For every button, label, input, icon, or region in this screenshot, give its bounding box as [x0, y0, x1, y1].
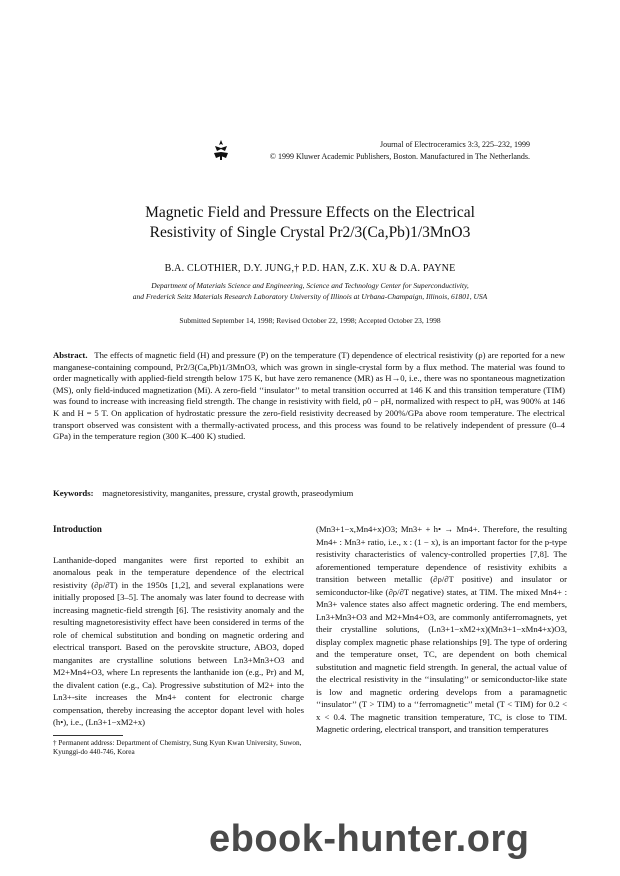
watermark: ebook-hunter.org — [205, 818, 533, 861]
abstract — [53, 350, 565, 443]
affiliation-line-2: and Frederick Seitz Materials Research Laboratory University of Illinois at Urbana-Champaign, Illinois, 61801, USA — [132, 292, 488, 301]
author-list: B.A. CLOTHIER, D.Y. JUNG,† P.D. HAN, Z.K. XU & D.A. PAYNE — [164, 263, 456, 274]
keywords-label: Keywords: — [53, 488, 94, 498]
abstract-text: The effects of magnetic field (H) and pressure (P) on the temperature (T) dependence of electrical resistivity (ρ) are reported for a new manganese-containing compound, Pr2/3(Ca,Pb)1/3MnO3, which was grown in single-crystal form by a flux method. The material was found to order magnetically with applied-field strength below 175 K, but have zero remanence (MR) as H→0, i.e., there was no spontaneous magnetization (MS), only field-induced magnetization (Mi). A zero-field ‘‘insulator’’ to metal transition occurred at 146 K and this transition temperature (TIM) was found to increase with increasing field strength. The change in resistivity with field, ρ0 − ρH, normalized with respect to ρH, was 900% at 146 K and H = 5 T. On application of hydrostatic pressure the zero-field resistivity decreased by 200%/GPa above room temperature. The electrical transport observed was consistent with a thermally-activated process, and this process was found to be relatively independent of pressure (0–4 GPa) in the temperature region (300 K–400 K) studied. — [53, 350, 565, 442]
intro-paragraph-right: (Mn3+1−x,Mn4+x)O3; Mn3+ + h• → Mn4+. Therefore, the resulting Mn4+ : Mn3+ ratio, i.e., x : (1 − x), is an important factor for the p-type resistivity characteristics of valency-controlled properties [7,8]. The aforementioned temperature dependence of resistivity exhibits a transition between metallic (∂ρ/∂T positive) and insulator or semiconductor-like (∂ρ/∂T negative) states, at TIM. The mixed Mn4+ : Mn3+ valence states also affect magnetic ordering. The end members, Ln3+Mn3+O3 and M2+Mn4+O3, are commonly antiferromagnets, yet their crystalline solutions, (Ln3+1−xM2+x)(Mn3+1−xMn4+x)O3, display complex magnetic phase relationships [9]. The type of ordering and the temperature onset, TC, are dependent on both chemical substitution and magnetic field strength. In general, the actual value of the electrical resistivity in the ‘‘insulating’’ or semiconductor-like state is low and magnetic ordering develops from a paramagnetic ‘‘insulator’’ (T > TIM) to a ‘‘ferromagnetic’’ metal (T < TIM) for 0.2 < x < 0.4. The magnetic transition temperature, TC, is close to TIM. Magnetic ordering, electrical transport, and transition temperatures — [316, 524, 567, 734]
abstract-label: Abstract. — [53, 350, 88, 360]
section-heading: Introduction — [53, 524, 102, 534]
keywords-text: magnetoresistivity, manganites, pressure, crystal growth, praseodymium — [102, 488, 354, 498]
journal-citation: Journal of Electroceramics 3:3, 225–232, 1999 — [380, 140, 530, 149]
left-column — [53, 523, 304, 758]
right-column — [316, 523, 567, 736]
affiliation — [55, 280, 565, 302]
copyright-line: © 1999 Kluwer Academic Publishers, Boston. Manufactured in The Netherlands. — [269, 152, 530, 161]
journal-header — [210, 139, 530, 163]
intro-paragraph-left: Lanthanide-doped manganites were first reported to exhibit an anomalous peak in the temperature dependence of the electrical resistivity (∂ρ/∂T) in the 1950s [1,2], and several explanations were initially proposed [3–5]. The anomaly was later found to decrease with increasing magnetic-field strength [6]. The resistivity anomaly and the resulting magnetoresistivity effect have been considered in terms of the role of chemical substitution and bonding on magnetic ordering and electrical transport. Based on the perovskite structure, ABO3, doped manganites are crystalline solutions between Ln3+Mn3+O3 and M2+Mn4+O3, where Ln represents the lanthanide ion (e.g., Pr) and M, the divalent cation (e.g., Ca). Progressive substitution of M2+ into the Ln3+-site increases the Mn4+ content for electronic charge compensation, thereby increasing the acceptor dopant level with holes (h•), i.e., (Ln3+1−xM2+x) — [53, 554, 304, 727]
paper-title — [60, 203, 560, 243]
title-line-2: Resistivity of Single Crystal Pr2/3(Ca,Pb)1/3MnO3 — [149, 224, 471, 241]
affiliation-line-1: Department of Materials Science and Engineering, Science and Technology Center for Superconductivity, — [151, 281, 469, 290]
title-line-1: Magnetic Field and Pressure Effects on the Electrical — [145, 204, 475, 221]
keywords — [53, 488, 565, 498]
submission-dates: Submitted September 14, 1998; Revised October 22, 1998; Accepted October 23, 1998 — [179, 316, 441, 325]
footnote: † Permanent address: Department of Chemistry, Sung Kyun Kwan University, Suwon, Kyunggi-do 440-746, Korea — [53, 738, 302, 756]
footnote-rule — [53, 735, 123, 736]
